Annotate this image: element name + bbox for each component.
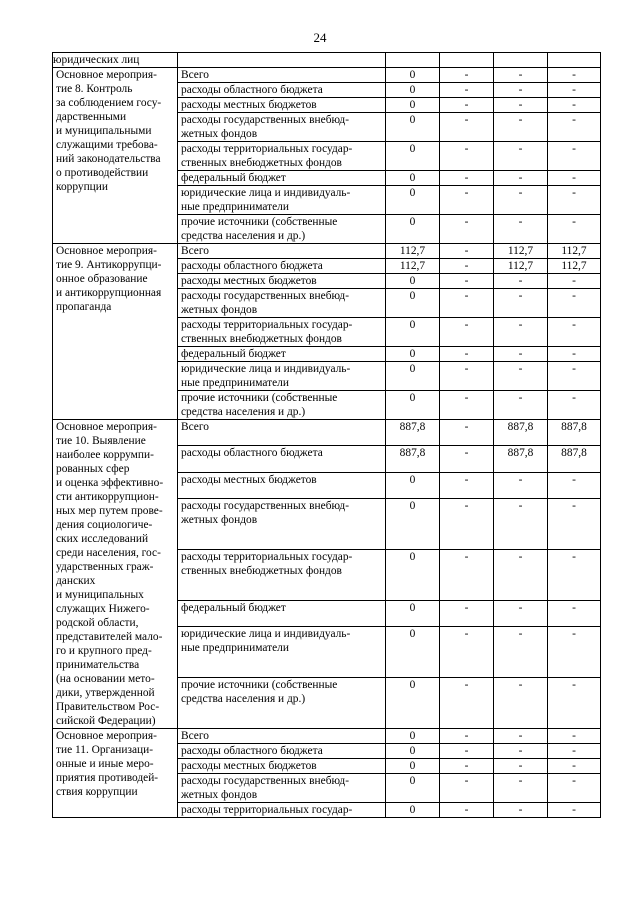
funding-source-line: расходы областного бюджета [181, 84, 323, 96]
funding-source-line: расходы местных бюджетов [181, 760, 317, 772]
funding-source-cell [178, 186, 386, 215]
amount-cell: - [440, 113, 494, 142]
amount-cell: - [548, 498, 601, 549]
funding-source-cell [178, 391, 386, 420]
amount-cell: 887,8 [548, 420, 601, 446]
event-name-line: ских исследований [56, 533, 149, 545]
amount-cell: - [440, 259, 494, 274]
amount-cell: - [548, 186, 601, 215]
amount-cell: - [548, 472, 601, 498]
event-name-line: и оценка эффективно- [56, 477, 164, 489]
funding-source-cell [178, 289, 386, 318]
amount-cell: - [440, 759, 494, 774]
amount-cell: - [548, 744, 601, 759]
funding-source-line: Всего [181, 69, 209, 81]
amount-cell: 0 [386, 391, 440, 420]
funding-source-line: юридические лица и индивидуаль- [181, 363, 351, 375]
event-name-cell [53, 68, 178, 244]
event-name-line: пропаганда [56, 301, 112, 313]
amount-cell: 112,7 [386, 244, 440, 259]
amount-cell: 0 [386, 113, 440, 142]
page-number: 24 [313, 30, 327, 45]
amount-cell: 0 [386, 142, 440, 171]
amount-cell: - [440, 289, 494, 318]
amount-cell: - [440, 446, 494, 472]
table-row [53, 420, 601, 446]
amount-cell: - [440, 318, 494, 347]
amount-cell: 0 [386, 347, 440, 362]
event-name-line: данских [56, 575, 96, 587]
amount-cell: - [440, 98, 494, 113]
event-name-line: Правительством Рос- [56, 701, 160, 713]
funding-source-cell [178, 113, 386, 142]
funding-source-line: Всего [181, 421, 209, 433]
funding-source-line: расходы территориальных государ- [181, 319, 353, 331]
funding-source-line: расходы государственных внебюд- [181, 775, 350, 787]
funding-source-line: расходы территориальных государ- [181, 804, 353, 816]
amount-cell: 0 [386, 498, 440, 549]
amount-cell: - [548, 627, 601, 678]
event-name-line: служащими требова- [56, 139, 158, 151]
event-name-line: дения социологиче- [56, 519, 153, 531]
funding-source-line: жетных фондов [181, 513, 258, 526]
amount-cell: - [440, 347, 494, 362]
amount-cell: - [494, 362, 548, 391]
amount-cell: - [494, 472, 548, 498]
amount-cell: - [548, 391, 601, 420]
funding-source-line: расходы областного бюджета [181, 447, 323, 460]
amount-cell: - [440, 729, 494, 744]
amount-cell: 112,7 [548, 244, 601, 259]
amount-cell: - [548, 215, 601, 244]
funding-source-cell [178, 68, 386, 83]
amount-cell: 0 [386, 744, 440, 759]
funding-source-line: расходы областного бюджета [181, 260, 323, 272]
funding-source-line: ные предприниматели [181, 642, 289, 655]
amount-cell: 0 [386, 171, 440, 186]
amount-cell: - [494, 678, 548, 729]
amount-cell: - [548, 600, 601, 626]
event-name-line: сти антикоррупцион- [56, 491, 159, 503]
amount-cell: - [548, 774, 601, 803]
event-name-line: приятия противодей- [56, 772, 159, 784]
amount-cell: 0 [386, 274, 440, 289]
funding-source-line: расходы местных бюджетов [181, 473, 317, 486]
amount-cell: - [548, 83, 601, 98]
amount-cell: - [440, 215, 494, 244]
amount-cell: 0 [386, 759, 440, 774]
amount-cell: - [494, 498, 548, 549]
amount-cell: - [548, 68, 601, 83]
funding-source-line: ственных внебюджетных фондов [181, 157, 342, 169]
amount-cell: - [494, 215, 548, 244]
amount-cell: - [494, 274, 548, 289]
amount-cell: - [440, 600, 494, 626]
amount-cell: 0 [386, 215, 440, 244]
funding-source-line: средства населения и др.) [181, 406, 306, 418]
amount-cell: - [440, 362, 494, 391]
amount-cell: - [440, 171, 494, 186]
amount-cell: - [440, 274, 494, 289]
funding-source-line: жетных фондов [181, 304, 258, 316]
amount-cell: - [494, 142, 548, 171]
funding-source-cell [178, 627, 386, 678]
funding-source-cell [178, 347, 386, 362]
amount-cell: - [440, 678, 494, 729]
amount-cell: 0 [386, 318, 440, 347]
funding-source-line: прочие источники (собственные [181, 216, 338, 228]
funding-source-line: расходы государственных внебюд- [181, 499, 350, 512]
funding-source-line: расходы территориальных государ- [181, 550, 353, 563]
event-name-line: и муниципальных [56, 589, 144, 601]
amount-cell: - [440, 68, 494, 83]
event-name-line: (на основании мето- [56, 673, 155, 685]
amount-cell: - [494, 729, 548, 744]
amount-cell: - [494, 83, 548, 98]
amount-cell: - [548, 171, 601, 186]
funding-source-line: юридические лица и индивидуаль- [181, 628, 351, 641]
funding-source-cell [178, 498, 386, 549]
amount-cell: 0 [386, 627, 440, 678]
funding-source-cell [178, 215, 386, 244]
amount-cell: - [440, 498, 494, 549]
event-name-line: дики, утвержденной [56, 687, 155, 699]
event-name-line: и антикоррупционная [56, 287, 162, 299]
funding-source-cell [178, 678, 386, 729]
amount-cell: 887,8 [386, 446, 440, 472]
event-name-line: тие 11. Организаци- [56, 744, 154, 756]
funding-source-line: расходы государственных внебюд- [181, 290, 350, 302]
event-name-line: родской области, [56, 617, 139, 629]
amount-cell: - [494, 774, 548, 803]
funding-source-cell [178, 274, 386, 289]
amount-cell: 0 [386, 803, 440, 818]
amount-cell: 887,8 [494, 420, 548, 446]
amount-cell: 0 [386, 472, 440, 498]
event-name-line: онные и иные меро- [56, 758, 154, 770]
amount-cell: 112,7 [548, 259, 601, 274]
funding-source-line: федеральный бюджет [181, 348, 286, 360]
funding-source-line: расходы местных бюджетов [181, 99, 317, 111]
event-name-line: ний законодательства [56, 153, 161, 165]
event-name-line: представителей мало- [56, 631, 163, 643]
funding-source-cell [178, 83, 386, 98]
amount-cell: 0 [386, 362, 440, 391]
amount-cell: - [494, 289, 548, 318]
funding-source-line: Всего [181, 730, 209, 742]
event-name-line: ударственных граж- [56, 561, 154, 573]
amount-cell: - [494, 113, 548, 142]
amount-cell: - [440, 803, 494, 818]
table-row [53, 244, 601, 259]
funding-source-cell [178, 259, 386, 274]
amount-cell: - [548, 98, 601, 113]
amount-cell: - [494, 744, 548, 759]
event-name-line: принимательства [56, 659, 140, 671]
funding-source-line: ственных внебюджетных фондов [181, 564, 342, 577]
event-name-line: Основное мероприя- [56, 245, 157, 257]
amount-cell: 112,7 [494, 244, 548, 259]
funding-source-line: прочие источники (собственные [181, 392, 338, 404]
event-name-line: Основное мероприя- [56, 421, 157, 433]
funding-source-line: средства населения и др.) [181, 693, 306, 706]
funding-source-line: расходы местных бюджетов [181, 275, 317, 287]
event-name-line: тие 9. Антикоррупци- [56, 259, 162, 271]
event-name-cell [53, 729, 178, 818]
funding-source-line: Всего [181, 245, 209, 257]
amount-cell: - [440, 744, 494, 759]
event-name-line: тие 8. Контроль [56, 83, 133, 95]
funding-source-line: расходы областного бюджета [181, 745, 323, 757]
funding-source-cell [178, 244, 386, 259]
amount-cell: - [440, 83, 494, 98]
funding-source-cell [178, 98, 386, 113]
amount-cell: - [548, 803, 601, 818]
amount-cell: 0 [386, 289, 440, 318]
funding-source-line: федеральный бюджет [181, 172, 286, 184]
table-row [53, 729, 601, 744]
funding-source-line: ные предприниматели [181, 377, 289, 389]
amount-cell: - [440, 244, 494, 259]
event-name-line: го и крупного пред- [56, 645, 152, 657]
amount-cell: 112,7 [494, 259, 548, 274]
amount-cell: - [494, 68, 548, 83]
amount-cell: 0 [386, 774, 440, 803]
funding-source-line: жетных фондов [181, 789, 258, 801]
funding-source-line: расходы территориальных государ- [181, 143, 353, 155]
event-name-line: ных мер путем прове- [56, 505, 163, 517]
funding-source-line: жетных фондов [181, 128, 258, 140]
event-name-line: онное образование [56, 273, 148, 285]
event-name-line: Основное мероприя- [56, 730, 157, 742]
amount-cell: - [548, 289, 601, 318]
event-name-line: ствия коррупции [56, 786, 138, 798]
event-name-line: сийской Федерации) [56, 715, 156, 727]
funding-source-line: юридические лица и индивидуаль- [181, 187, 351, 199]
amount-cell: - [548, 113, 601, 142]
amount-cell: - [440, 420, 494, 446]
amount-cell: 0 [386, 186, 440, 215]
funding-source-line: прочие источники (собственные [181, 679, 338, 692]
event-name-line: о противодействии [56, 167, 149, 179]
funding-source-cell [178, 600, 386, 626]
amount-cell: 0 [386, 68, 440, 83]
funding-source-cell [178, 362, 386, 391]
amount-cell: - [548, 678, 601, 729]
amount-cell: - [494, 347, 548, 362]
amount-cell: - [548, 759, 601, 774]
amount-cell: 0 [386, 83, 440, 98]
amount-cell: 0 [386, 729, 440, 744]
funding-source-cell [178, 549, 386, 600]
funding-source-cell [178, 318, 386, 347]
amount-cell: 887,8 [548, 446, 601, 472]
amount-cell: - [440, 627, 494, 678]
amount-cell: - [494, 171, 548, 186]
amount-cell: 887,8 [386, 420, 440, 446]
amount-cell: 112,7 [386, 259, 440, 274]
funding-source-line: расходы государственных внебюд- [181, 114, 350, 126]
amount-cell: - [494, 549, 548, 600]
amount-cell: - [548, 549, 601, 600]
table-row [53, 68, 601, 83]
event-cell-continued: юридических лиц [53, 53, 178, 68]
amount-cell: - [548, 318, 601, 347]
event-name-line: среди населения, гос- [56, 547, 161, 559]
event-name-line: за соблюдением госу- [56, 97, 162, 109]
amount-cell: - [440, 774, 494, 803]
amount-cell: - [494, 186, 548, 215]
table-row-continued [53, 53, 601, 68]
amount-cell: - [548, 347, 601, 362]
event-name-line: Основное мероприя- [56, 69, 157, 81]
amount-cell: - [548, 274, 601, 289]
amount-cell: - [494, 98, 548, 113]
event-name-line: дарственными [56, 111, 127, 123]
amount-cell: - [440, 472, 494, 498]
funding-source-cell [178, 446, 386, 472]
amount-cell: - [494, 600, 548, 626]
funding-source-cell [178, 744, 386, 759]
amount-cell: - [548, 142, 601, 171]
event-name-cell [53, 420, 178, 729]
event-name-line: тие 10. Выявление [56, 435, 146, 447]
amount-cell: - [548, 729, 601, 744]
amount-cell: - [494, 759, 548, 774]
funding-source-cell [178, 472, 386, 498]
amount-cell: - [440, 391, 494, 420]
event-name-line: рованных сфер [56, 463, 130, 475]
amount-cell: - [494, 803, 548, 818]
event-name-line: наиболее коррумпи- [56, 449, 154, 461]
amount-cell: 0 [386, 600, 440, 626]
funding-source-line: ственных внебюджетных фондов [181, 333, 342, 345]
funding-source-line: средства населения и др.) [181, 230, 306, 242]
amount-cell: - [440, 186, 494, 215]
event-name-line: служащих Нижего- [56, 603, 150, 615]
amount-cell: - [494, 627, 548, 678]
amount-cell: - [440, 549, 494, 600]
amount-cell: 0 [386, 678, 440, 729]
event-name-cell [53, 244, 178, 420]
amount-cell: - [494, 318, 548, 347]
funding-source-cell [178, 774, 386, 803]
amount-cell: - [440, 142, 494, 171]
funding-source-cell [178, 729, 386, 744]
funding-source-cell [178, 759, 386, 774]
amount-cell: 0 [386, 98, 440, 113]
event-name-line: коррупции [56, 181, 108, 193]
event-name-line: и муниципальными [56, 125, 152, 137]
amount-cell: - [548, 362, 601, 391]
funding-source-line: федеральный бюджет [181, 601, 286, 614]
funding-source-cell [178, 142, 386, 171]
funding-source-cell [178, 420, 386, 446]
funding-source-cell [178, 171, 386, 186]
amount-cell: 887,8 [494, 446, 548, 472]
budget-table [52, 52, 601, 818]
amount-cell: - [494, 391, 548, 420]
amount-cell: 0 [386, 549, 440, 600]
funding-source-cell [178, 803, 386, 818]
funding-source-line: ные предприниматели [181, 201, 289, 213]
